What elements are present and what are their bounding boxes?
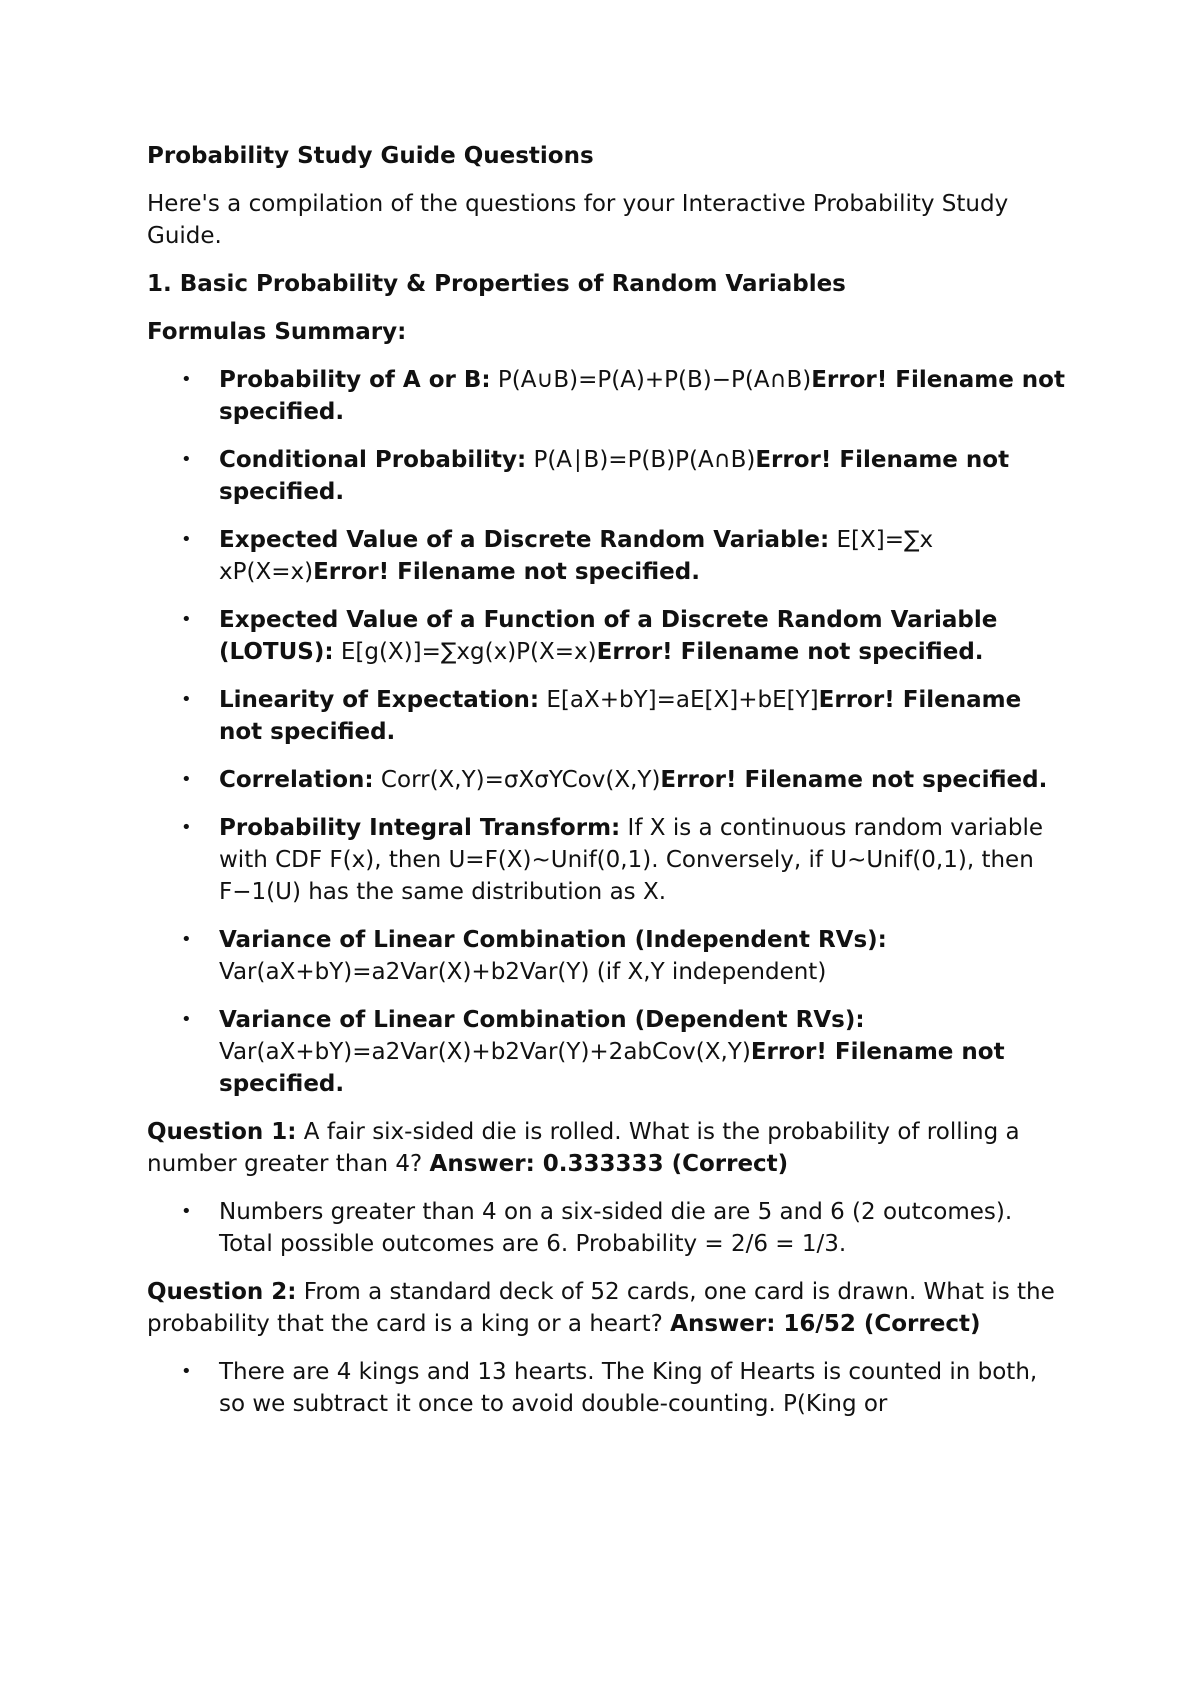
question-2-label: Question 2: [147,1279,297,1305]
bullet-icon: • [181,689,192,710]
formula-text: E[X]=∑x xP(X=x) [219,527,934,585]
question-2-explanation-list [147,1356,1067,1420]
formula-item [147,1004,1067,1100]
page-title: Probability Study Guide Questions [147,143,594,169]
formula-text: If X is a continuous random variable with CDF F(x), then U=F(X)∼Unif(0,1). Conversely, if U∼Unif(0,1), then F−1(U) has the same distribution as X. [219,815,1044,905]
question-1-label: Question 1: [147,1119,297,1145]
formula-label: Variance of Linear Combination (Dependent RVs): [219,1007,865,1033]
bullet-icon: • [181,1009,192,1030]
formula-label: Probability of A or B: [219,367,491,393]
formula-text: P(A∣B)=P(B)P(A∩B) [526,447,756,473]
error-text: Error! Filename not specified. [219,1039,1005,1097]
formula-item [147,764,1067,796]
question-1-explanation: Numbers greater than 4 on a six-sided die are 5 and 6 (2 outcomes). Total possible outcomes are 6. Probability = 2/6 = 1/3. [219,1199,1013,1257]
formula-label: Conditional Probability: [219,447,527,473]
formula-item [147,812,1067,908]
formula-label: Expected Value of a Discrete Random Variable: [219,527,830,553]
formula-text: E[aX+bY]=aE[X]+bE[Y] [539,687,819,713]
formula-text: Var(aX+bY)=a2Var(X)+b2Var(Y)+2abCov(X,Y) [219,1039,751,1065]
error-text: Error! Filename not specified. [219,367,1065,425]
question-2-explanation: There are 4 kings and 13 hearts. The King of Hearts is counted in both, so we subtract it once to avoid double-counting. P(King or [219,1359,1038,1417]
error-text: Error! Filename not specified. [219,687,1022,745]
formula-label: Probability Integral Transform: [219,815,621,841]
document-page [147,140,1067,1436]
explanation-item [147,1196,1067,1260]
section-heading: 1. Basic Probability & Properties of Random Variables [147,271,846,297]
bullet-icon: • [181,1201,192,1222]
question-1 [147,1116,1067,1180]
error-text: Error! Filename not specified. [596,639,984,665]
bullet-icon: • [181,449,192,470]
explanation-item [147,1356,1067,1420]
bullet-icon: • [181,369,192,390]
error-text: Error! Filename not specified. [313,559,700,585]
formula-label: Correlation: [219,767,374,793]
formula-label: Linearity of Expectation: [219,687,540,713]
bullet-icon: • [181,529,192,550]
bullet-icon: • [181,817,192,838]
question-1-answer: Answer: 0.333333 (Correct) [429,1151,789,1177]
bullet-icon: • [181,769,192,790]
formula-label: Variance of Linear Combination (Independent RVs): [219,927,887,953]
error-text: Error! Filename not specified. [660,767,1048,793]
formula-item [147,524,1067,588]
bullet-icon: • [181,1361,192,1382]
formula-label: Expected Value of a Function of a Discrete Random Variable (LOTUS): [219,607,998,665]
intro-paragraph: Here's a compilation of the questions for your Interactive Probability Study Guide. [147,191,1009,249]
formulas-heading: Formulas Summary: [147,319,407,345]
formula-text: E[g(X)]=∑xg(x)P(X=x) [333,639,597,665]
error-text: Error! Filename not specified. [219,447,1010,505]
question-1-explanation-list [147,1196,1067,1260]
bullet-icon: • [181,929,192,950]
question-1-text: A fair six-sided die is rolled. What is the probability of rolling a number greater than 4? [147,1119,1020,1177]
formula-item [147,364,1067,428]
question-2-text: From a standard deck of 52 cards, one card is drawn. What is the probability that the card is a king or a heart? [147,1279,1055,1337]
formula-item [147,924,1067,988]
formula-item [147,604,1067,668]
formula-text: Corr(X,Y)=σXσYCov(X,Y) [373,767,661,793]
question-2 [147,1276,1067,1340]
formula-item [147,684,1067,748]
formula-text: P(A∪B)=P(A)+P(B)−P(A∩B) [490,367,812,393]
question-2-answer: Answer: 16/52 (Correct) [670,1311,981,1337]
formulas-list [147,364,1067,1100]
bullet-icon: • [181,609,192,630]
formula-item [147,444,1067,508]
formula-text: Var(aX+bY)=a2Var(X)+b2Var(Y) (if X,Y independent) [219,959,827,985]
